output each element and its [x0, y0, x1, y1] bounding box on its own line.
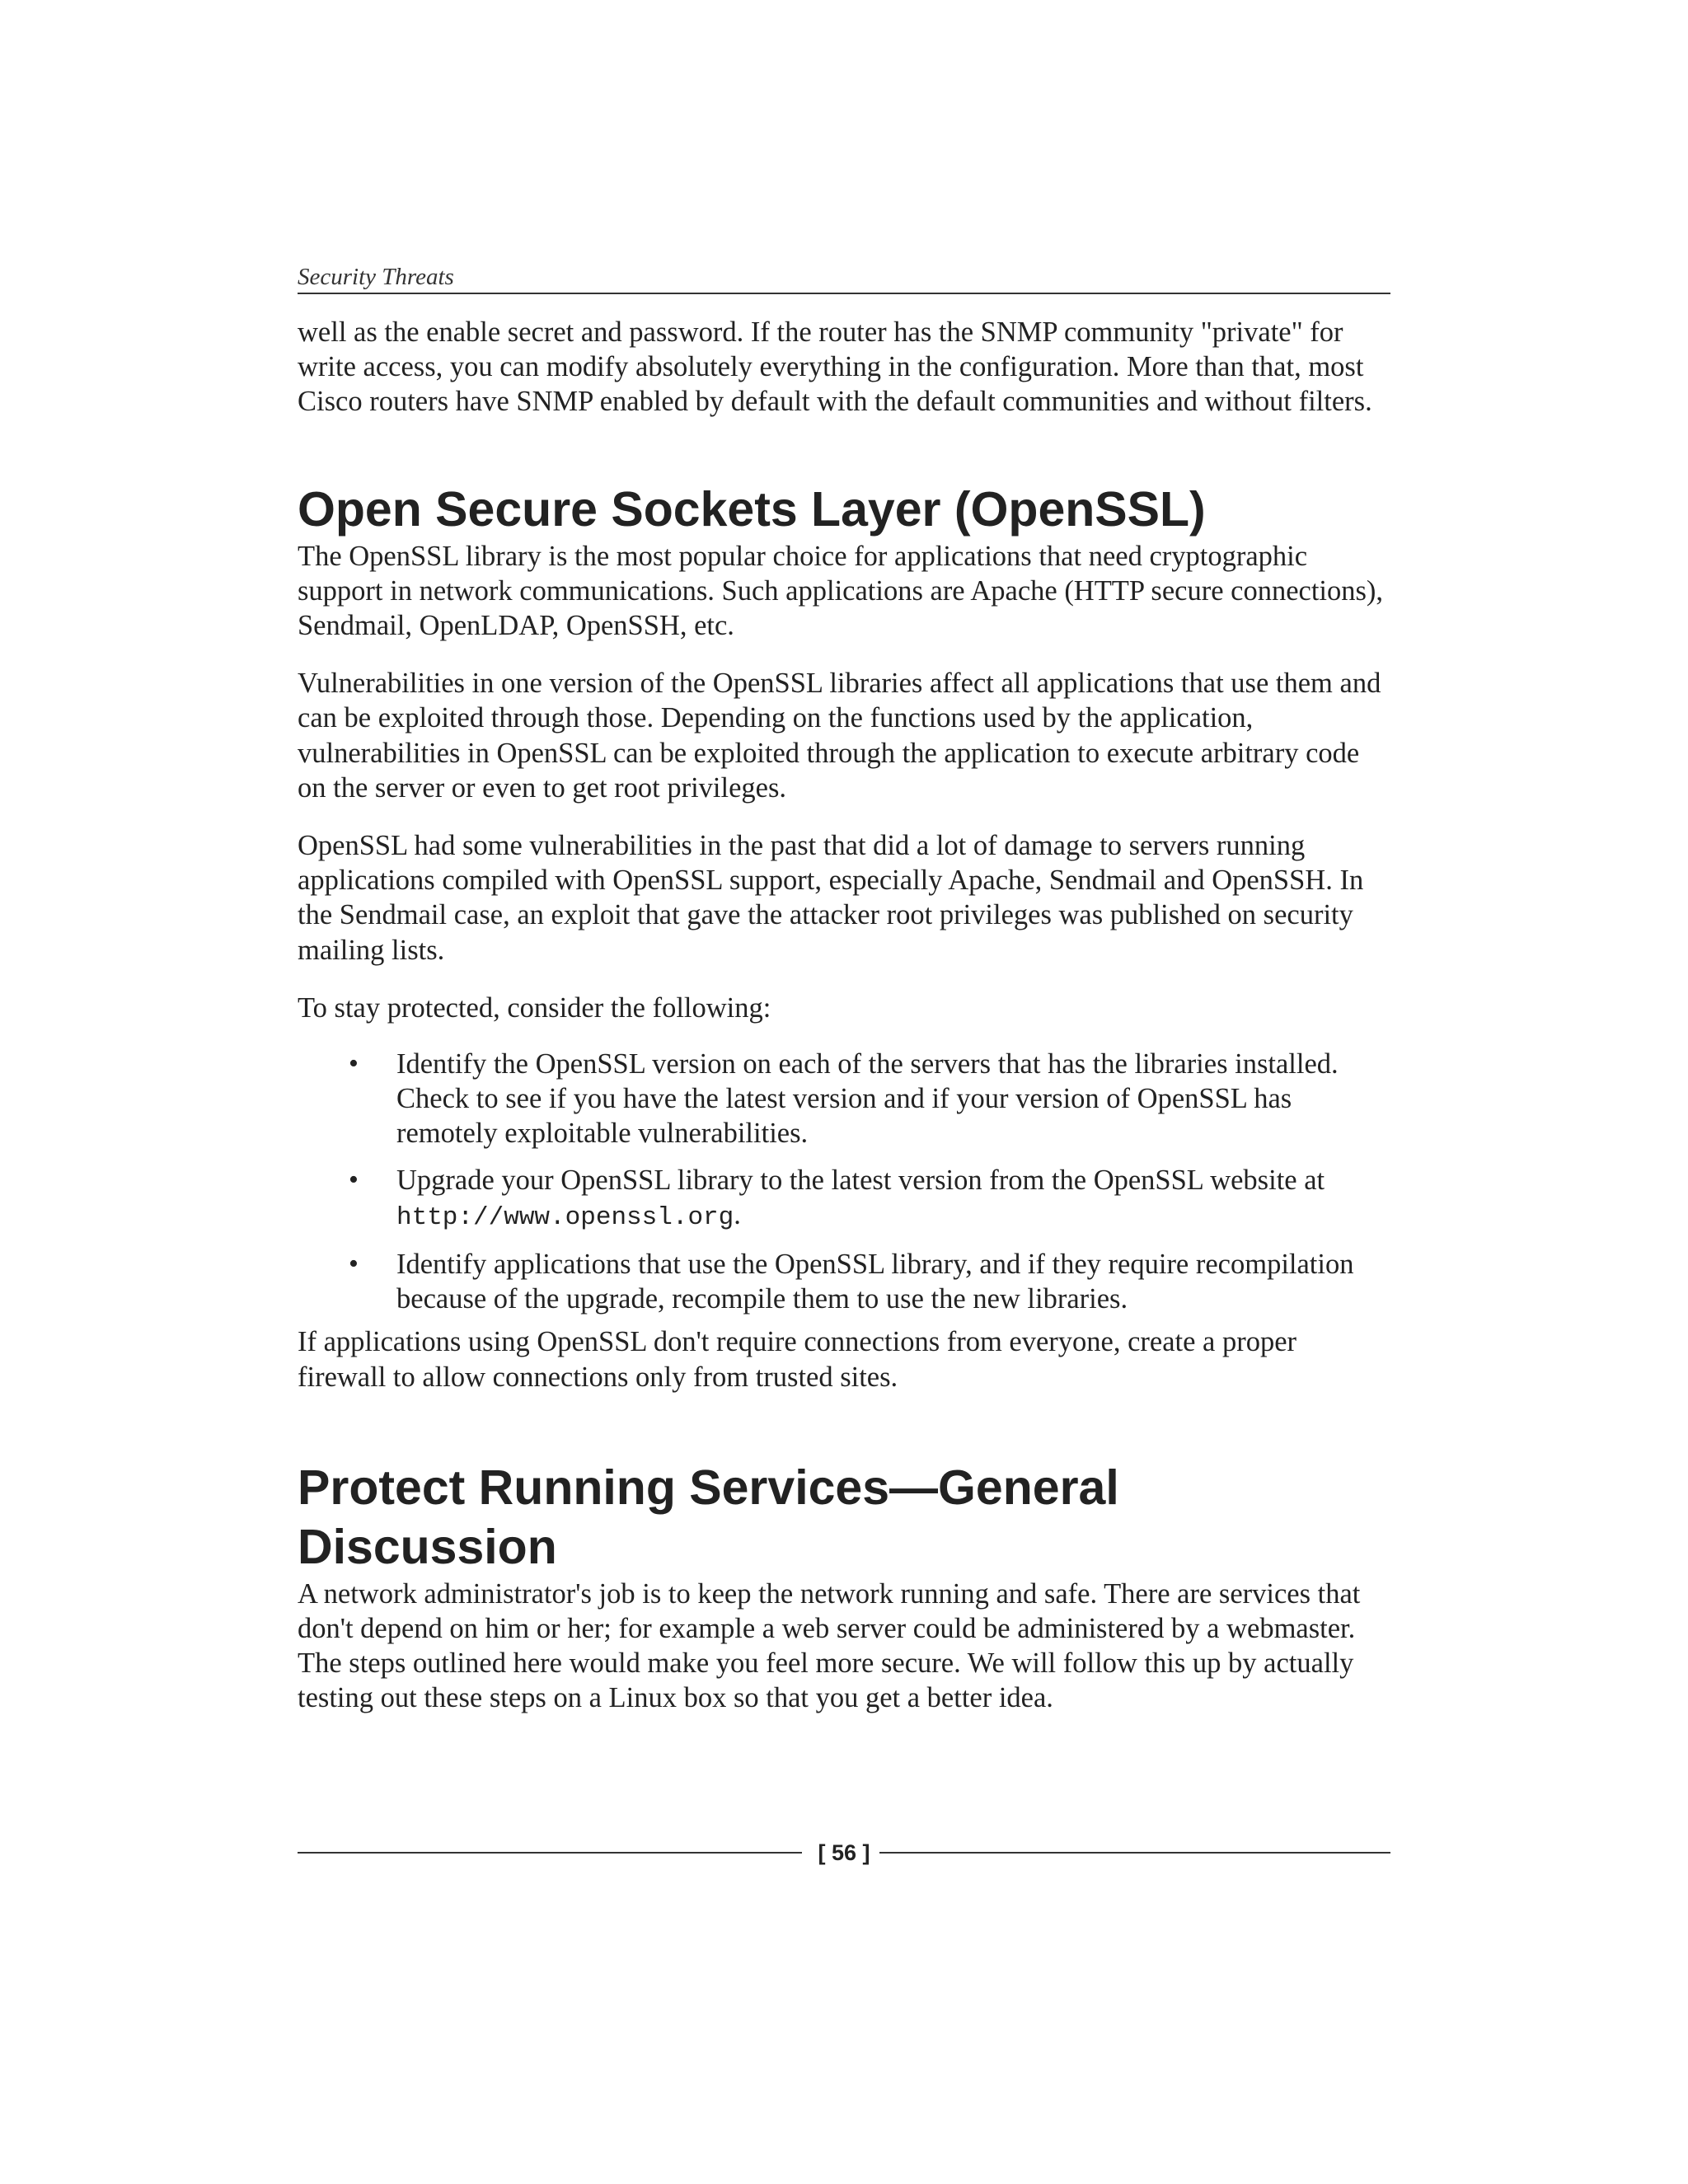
bullet-icon: • — [349, 1164, 359, 1195]
openssl-closing-paragraph: If applications using OpenSSL don't require connections from everyone, create a proper firewall to allow connections only from trusted sites. — [298, 1326, 1297, 1393]
openssl-paragraph-3: OpenSSL had some vulnerabilities in the past that did a lot of damage to servers running applications compiled with OpenSSL support, especially Apache, Sendmail and OpenSSH. In the Sendmail case, an exploit that gave the attacker root privileges was published on security mailing lists. — [298, 830, 1364, 966]
list-item-text-suffix: . — [734, 1198, 741, 1230]
bullet-icon: • — [349, 1048, 359, 1080]
list-item-text: Upgrade your OpenSSL library to the latest version from the OpenSSL website at — [396, 1164, 1325, 1196]
footer-rule-right — [879, 1852, 1390, 1854]
header-rule — [298, 293, 1390, 294]
intro-paragraph: well as the enable secret and password. If the router has the SNMP community "private" for write access, you can modify absolutely everything in the configuration. More than that, most Cisco routers have SNMP enabled by default with the default communities and without filters. — [298, 316, 1372, 418]
list-item-text: Identify the OpenSSL version on each of the servers that has the libraries installed. Check to see if you have the latest version and if your version of OpenSSL has remotely exploitable vulnerabilities. — [396, 1048, 1339, 1150]
openssl-paragraph-2: Vulnerabilities in one version of the OpenSSL libraries affect all applications that use them and can be exploited through those. Depending on the functions used by the application, vulnerabilities in OpenSSL can be exploited through the application to execute arbitrary code on the server or even to get root privileges. — [298, 668, 1381, 804]
list-item — [298, 1047, 1390, 1151]
heading-line-2: Discussion — [298, 1519, 557, 1574]
recommendation-list — [298, 1047, 1390, 1316]
openssl-website-link[interactable]: http://www.openssl.org — [396, 1202, 734, 1232]
footer-rule-left — [298, 1852, 802, 1854]
list-item — [298, 1163, 1390, 1235]
list-item-text: Identify applications that use the OpenSSL library, and if they require recompilation because of the upgrade, recompile them to use the new libraries. — [396, 1249, 1354, 1315]
section-heading-protect-services — [298, 1458, 1390, 1577]
section-heading-openssl: Open Secure Sockets Layer (OpenSSL) — [298, 481, 1206, 537]
page-content — [298, 315, 1390, 1716]
openssl-paragraph-4: To stay protected, consider the following: — [298, 991, 771, 1024]
bullet-icon: • — [349, 1249, 359, 1280]
openssl-paragraph-1: The OpenSSL library is the most popular choice for applications that need cryptographic support in network communications. Such applications are Apache (HTTP secure connections), Sendmail, OpenLDAP, OpenSSH, etc. — [298, 540, 1384, 642]
page-number: [ 56 ] — [818, 1840, 870, 1865]
protect-services-paragraph: A network administrator's job is to keep the network running and safe. There are services that don't depend on him or her; for example a web server could be administered by a webmaster. The steps outlined here would make you feel more secure. We will follow this up by actually testing out these steps on a Linux box so that you get a better idea. — [298, 1577, 1361, 1714]
page-footer — [298, 1836, 1390, 1869]
running-header: Security Threats — [298, 264, 454, 290]
heading-line-1: Protect Running Services—General — [298, 1460, 1119, 1515]
list-item — [298, 1247, 1390, 1316]
